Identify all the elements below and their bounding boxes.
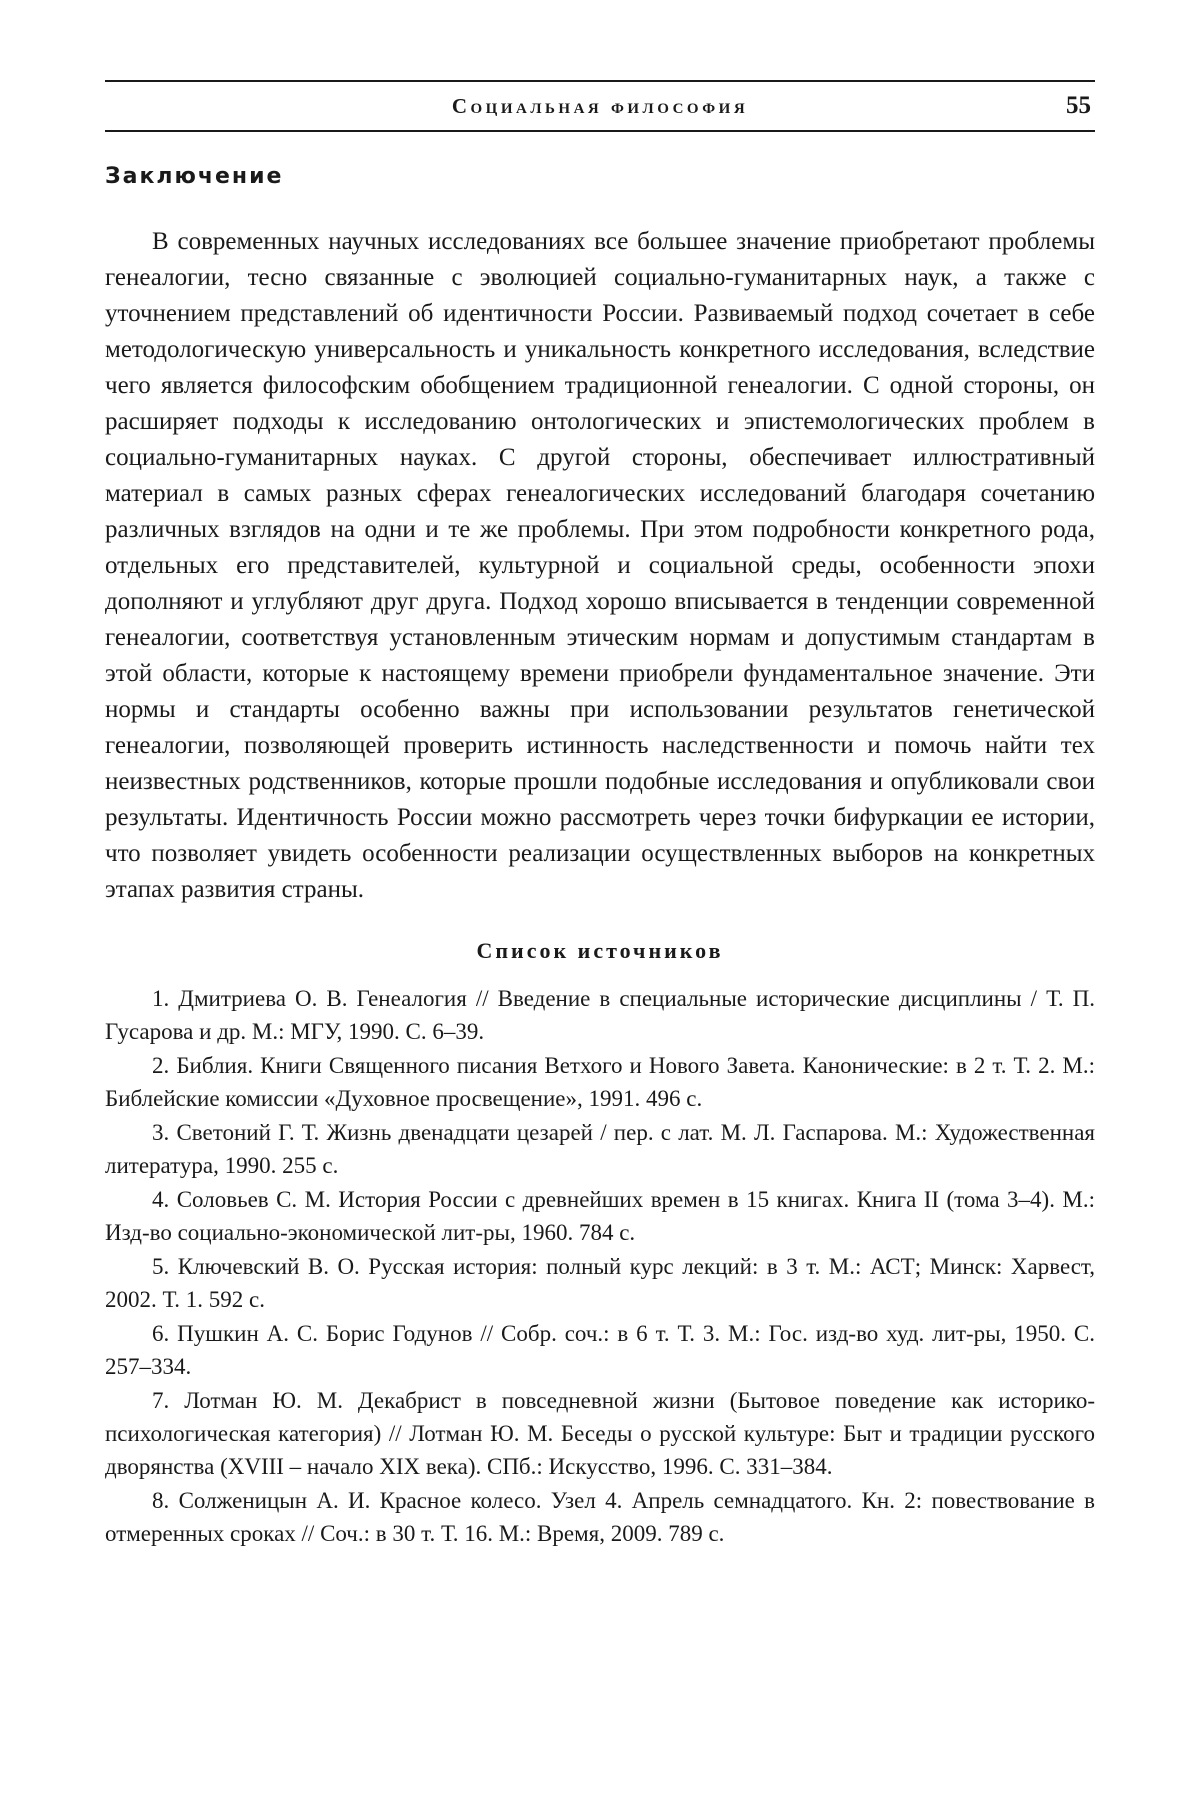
conclusion-paragraph: В современных научных исследованиях все большее значение приобретают проблемы генеалогии, тесно связанные с эволюцией социально-гуманитар­ных наук, а также с уточнением представлений об идентичности России. Развиваемый подход сочетает в себе методологическую универсальность и уникальность конкретного исследования, вследствие чего является философ­ским обобщением традиционной генеалогии. С одной стороны, он расширяет подходы к исследованию онтологических и эпистемологических проблем в социально-гуманитарных науках. С другой стороны, обеспечивает иллю­стративный материал в самых разных сферах генеалогических исследова­ний благодаря сочетанию различных взглядов на одни и те же проблемы. При этом подробности конкретного рода, отдельных его представителей, культурной и социальной среды, особенности эпохи дополняют и углубляют друг друга. Подход хорошо вписывается в тенденции современной генеалогии, соответствуя установленным этическим нормам и допустимым стандартам в этой области, которые к настоящему времени приобрели фундаментальное значение. Эти нормы и стандарты особенно важны при использовании резуль­татов генетической генеалогии, позволяющей проверить истинность наслед­ственности и помочь найти тех неизвестных родственников, которые прошли подобные исследования и опубликовали свои результаты. Идентичность Рос­сии можно рассмотреть через точки бифуркации ее истории, что позволяет увидеть особенности реализации осуществленных выборов на конкретных этапах развития страны. <box>105 224 1095 908</box>
source-text: Пушкин А. С. Борис Годунов // Собр. соч.: в 6 т. Т. 3. М.: Гос. изд-во худ. лит-ры, 1950. С. 257–334. <box>105 1321 1095 1379</box>
source-text: Лотман Ю. М. Декабрист в повседневной жизни (Бытовое поведение как исто­рико-психологическая категория) // Лотман Ю. М. Беседы о русской культуре: Быт и традиции русского дворянства (XVIII – начало XIX века). СПб.: Искусство, 1996. С. 331–384. <box>105 1388 1095 1479</box>
source-item <box>105 1484 1095 1550</box>
sources-list <box>105 982 1095 1550</box>
source-number: 2. <box>152 1053 169 1078</box>
source-text: Солженицын А. И. Красное колесо. Узел 4. Апрель семнадцатого. Кн. 2: повест­вование в отмеренных сроках // Соч.: в 30 т. Т. 16. М.: Время, 2009. 789 с. <box>105 1488 1095 1546</box>
source-item <box>105 982 1095 1048</box>
source-number: 8. <box>152 1488 169 1513</box>
source-text: Ключевский В. О. Русская история: полный курс лекций: в 3 т. М.: АСТ; Минск: Харвест, 2002. Т. 1. 592 с. <box>105 1254 1095 1312</box>
source-number: 7. <box>152 1388 169 1413</box>
source-text: Дмитриева О. В. Генеалогия // Введение в специальные исторические дисцип­лины / Т. П. Гусарова и др. М.: МГУ, 1990. С. 6–39. <box>105 986 1095 1044</box>
sources-heading: Список источников <box>105 936 1095 966</box>
source-item <box>105 1384 1095 1483</box>
conclusion-heading: Заключение <box>105 162 1095 192</box>
source-number: 3. <box>152 1120 169 1145</box>
source-text: Библия. Книги Священного писания Ветхого и Нового Завета. Канонические: в 2 т. Т. 2. М.: Библейские комиссии «Духовное просвещение», 1991. 496 с. <box>105 1053 1095 1111</box>
source-item <box>105 1049 1095 1115</box>
source-text: Соловьев С. М. История России с древнейших времен в 15 книгах. Книга II (тома 3–4). М.: Изд-во социально-экономической лит-ры, 1960. 784 с. <box>105 1187 1095 1245</box>
source-item <box>105 1116 1095 1182</box>
source-number: 4. <box>152 1187 169 1212</box>
running-header <box>105 80 1095 132</box>
source-text: Светоний Г. Т. Жизнь двенадцати цезарей / пер. с лат. М. Л. Гаспарова. М.: Художественная литература, 1990. 255 с. <box>105 1120 1095 1178</box>
source-item <box>105 1317 1095 1383</box>
running-title: Социальная философия <box>105 82 1095 130</box>
source-number: 6. <box>152 1321 169 1346</box>
source-item <box>105 1250 1095 1316</box>
source-item <box>105 1183 1095 1249</box>
source-number: 5. <box>152 1254 169 1279</box>
page <box>105 80 1095 1551</box>
page-number: 55 <box>1066 82 1091 130</box>
source-number: 1. <box>152 986 169 1011</box>
